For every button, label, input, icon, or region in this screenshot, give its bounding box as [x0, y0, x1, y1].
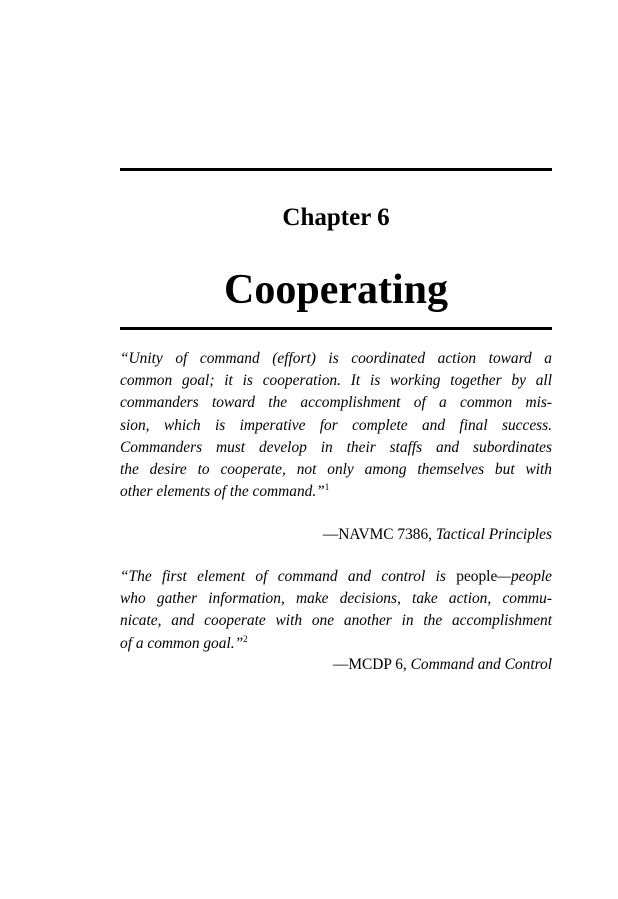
quote-line-text: —people: [497, 568, 552, 585]
attribution-1: [120, 524, 552, 546]
quote-line: nicate, and cooperate with one another in the accomplishment: [120, 612, 552, 630]
epigraph-quote-2: [120, 566, 552, 655]
quote-line: Commanders must develop in their staffs and subordinates: [120, 438, 552, 456]
quote-last-line-text: other elements of the command.”: [120, 483, 325, 501]
attribution-source: —MCDP 6,: [332, 656, 411, 673]
attribution-work: Command and Control: [410, 656, 552, 673]
chapter-title: Cooperating: [224, 267, 448, 313]
quote-line: [120, 633, 552, 655]
quote-line: sion, which is imperative for complete and final success.: [120, 416, 552, 434]
bottom-rule: [120, 327, 552, 330]
footnote-marker: 2: [243, 633, 248, 644]
chapter-label: Chapter 6: [282, 204, 390, 231]
quote-line: common goal; it is cooperation. It is working together by all: [120, 372, 552, 390]
quote-last-line-text: of a common goal.”: [120, 634, 244, 652]
attribution-work: Tactical Principles: [435, 526, 552, 543]
attribution-2: [120, 654, 552, 676]
quote-line: [120, 566, 552, 588]
quote-emphasis: people: [456, 568, 498, 585]
quote-line: the desire to cooperate, not only among themselves but with: [120, 461, 552, 479]
quote-line: commanders toward the accomplishment of a common mis-: [120, 394, 552, 412]
epigraph-quote-1: [120, 348, 552, 503]
quote-line: “Unity of command (effort) is coordinated action toward a: [120, 350, 552, 367]
quote-line: [120, 481, 552, 503]
quote-line-text: “The first element of command and control is: [120, 568, 457, 585]
quote-line: who gather information, make decisions, take action, commu-: [120, 590, 552, 608]
top-rule: [120, 168, 552, 171]
footnote-marker: 1: [324, 482, 330, 493]
attribution-source: —NAVMC 7386,: [322, 526, 436, 543]
